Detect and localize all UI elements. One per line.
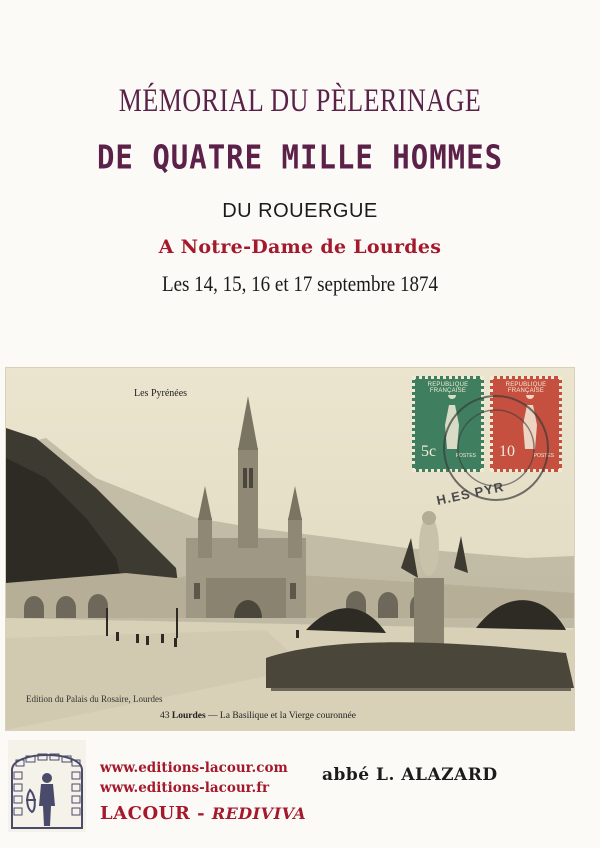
postmark-text: H.ES PYR — [435, 479, 506, 508]
postcard-publisher-line: Edition du Palais du Rosaire, Lourdes — [26, 694, 163, 704]
caption-number: 43 — [160, 711, 170, 721]
postcard-caption — [160, 711, 356, 721]
caption-place: Lourdes — [171, 711, 206, 721]
stamp-10c — [490, 376, 562, 472]
publisher-name — [100, 803, 306, 824]
title-line-1: MÉMORIAL DU PÈLERINAGE — [118, 82, 482, 119]
stamp-5c — [412, 376, 484, 472]
sower-figure-icon — [515, 395, 545, 451]
stamp-header: REPUBLIQUE FRANÇAISE — [505, 382, 547, 394]
date-line: Les 14, 15, 16 et 17 septembre 1874 — [162, 272, 438, 297]
sower-figure-icon — [437, 395, 467, 451]
author-name: abbé L. ALAZARD — [322, 765, 498, 785]
title-line-3: DU ROUERGUE — [222, 200, 378, 222]
postcard-top-label: Les Pyrénées — [134, 388, 188, 399]
title-line-4: A Notre-Dame de Lourdes — [158, 236, 442, 258]
basilica-illustration — [6, 368, 574, 730]
caption-text: — La Basilique et la Vierge couronnée — [208, 711, 356, 721]
publisher-lacour: LACOUR — [100, 803, 191, 824]
stamp-postes-label: POSTES — [533, 453, 554, 459]
title-line-2: DE QUATRE MILLE HOMMES — [96, 137, 504, 177]
stamp-value: 5c — [421, 443, 437, 460]
publisher-logo-icon — [8, 740, 86, 832]
publisher-separator: - — [190, 803, 212, 824]
postcard-image — [6, 368, 574, 730]
publisher-url-com[interactable]: www.editions-lacour.com — [100, 760, 288, 776]
stamp-value: 10 — [499, 443, 515, 460]
publisher-url-fr[interactable]: www.editions-lacour.fr — [100, 780, 270, 796]
stamp-header: REPUBLIQUE FRANÇAISE — [427, 382, 469, 394]
stamp-postes-label: POSTES — [455, 453, 476, 459]
collection-name: REDIVIVA — [211, 804, 307, 823]
